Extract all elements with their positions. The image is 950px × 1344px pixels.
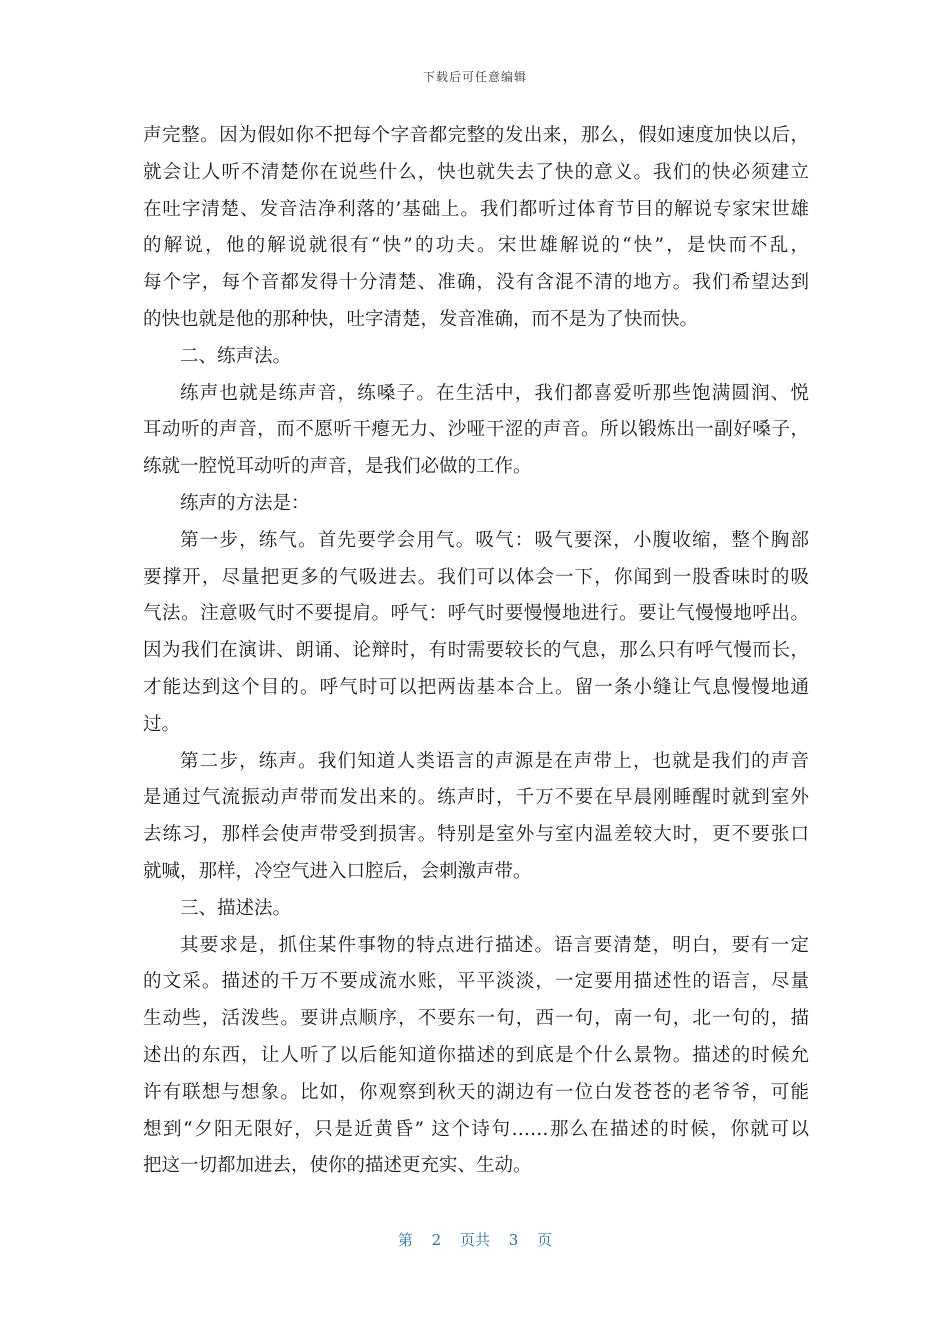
paragraph-line: 述出的东西，让人听了以后能知道你描述的到底是个什么景物。描述的时候允 (143, 1044, 809, 1066)
paragraph-line: 练声也就是练声音，练嗓子。在生活中，我们都喜爱听那些饱满圆润、悦 (180, 382, 809, 404)
paragraph-line: 其要求是，抓住某件事物的特点进行描述。语言要清楚，明白，要有一定 (180, 934, 809, 956)
paragraph-line: 把这一切都加进去，使你的描述更充实、生动。 (143, 1155, 532, 1177)
paragraph-line: 第二步，练声。我们知道人类语言的声源是在声带上，也就是我们的声音 (180, 750, 809, 772)
paragraph-line: 要撑开，尽量把更多的气吸进去。我们可以体会一下，你闻到一股香味时的吸 (143, 566, 809, 588)
paragraph-line: 气法。注意吸气时不要提肩。呼气：呼气时要慢慢地进行。要让气慢慢地呼出。 (143, 603, 809, 625)
total-page-number: 3 (508, 1231, 519, 1249)
paragraph (143, 486, 809, 523)
paragraph-line: 的文采。描述的千万不要成流水账，平平淡淡，一定要用描述性的语言，尽量 (143, 971, 809, 993)
paragraph-line: 生动些，活泼些。要讲点顺序，不要东一句，西一句，南一句，北一句的，描 (143, 1008, 809, 1030)
paragraph-line: 是通过气流振动声带而发出来的。练声时，千万不要在早晨刚睡醒时就到室外 (143, 787, 809, 809)
paragraph-line: 许有联想与想象。比如，你观察到秋天的湖边有一位白发苍苍的老爷爷，可能 (143, 1081, 809, 1103)
paragraph-line: 去练习，那样会使声带受到损害。特别是室外与室内温差较大时，更不要张口 (143, 824, 809, 846)
paragraph (143, 523, 809, 744)
paragraph-line: 练就一腔悦耳动听的声音，是我们必做的工作。 (143, 456, 532, 478)
current-page-number: 2 (431, 1231, 442, 1249)
paragraph-line: 三、描述法。 (180, 897, 292, 919)
paragraph (143, 891, 809, 928)
paragraph (143, 376, 809, 486)
paragraph-line: 过。 (143, 713, 181, 735)
paragraph-line: 练声的方法是： (180, 492, 310, 514)
paragraph (143, 339, 809, 376)
paragraph-line: 的解说，他的解说就很有“快”的功夫。宋世雄解说的“快”，是快而不乱， (143, 235, 809, 257)
paragraph-line: 想到“夕阳无限好，只是近黄昏” 这个诗句……那么在描述的时候，你就可以 (143, 1118, 809, 1140)
paragraph-line: 二、练声法。 (180, 345, 292, 367)
document-body (143, 118, 809, 1185)
paragraph (143, 744, 809, 891)
paragraph (143, 118, 809, 339)
paragraph (143, 928, 809, 1186)
paragraph-line: 的快也就是他的那种快，吐字清楚，发音准确，而不是为了快而快。 (143, 308, 699, 330)
paragraph-line: 第一步，练气。首先要学会用气。吸气：吸气要深，小腹收缩，整个胸部 (180, 529, 809, 551)
paragraph-line: 因为我们在演讲、朗诵、论辩时，有时需要较长的气息，那么只有呼气慢而长， (143, 640, 809, 662)
page-label-suffix: 页 (537, 1231, 553, 1249)
paragraph-line: 声完整。因为假如你不把每个字音都完整的发出来，那么，假如速度加快以后， (143, 125, 809, 146)
paragraph-line: 每个字，每个音都发得十分清楚、准确，没有含混不清的地方。我们希望达到 (143, 272, 809, 294)
paragraph-line: 在吐字清楚、发音洁净利落的’基础上。我们都听过体育节目的解说专家宋世雄 (143, 198, 809, 220)
page-label-middle: 页共 (459, 1231, 490, 1249)
paragraph-line: 就喊，那样，冷空气进入口腔后，会刺激声带。 (143, 860, 532, 882)
page-label-prefix: 第 (397, 1231, 413, 1249)
paragraph-line: 耳动听的声音，而不愿听干瘪无力、沙哑干涩的声音。所以锻炼出一副好嗓子， (143, 419, 809, 441)
page-header: 下载后可任意编辑 (422, 70, 527, 84)
page-number-footer (0, 1229, 950, 1250)
paragraph-line: 才能达到这个目的。呼气时可以把两齿基本合上。留一条小缝让气息慢慢地通 (143, 676, 809, 698)
paragraph-line: 就会让人听不清楚你在说些什么，快也就失去了快的意义。我们的快必须建立 (143, 161, 809, 183)
